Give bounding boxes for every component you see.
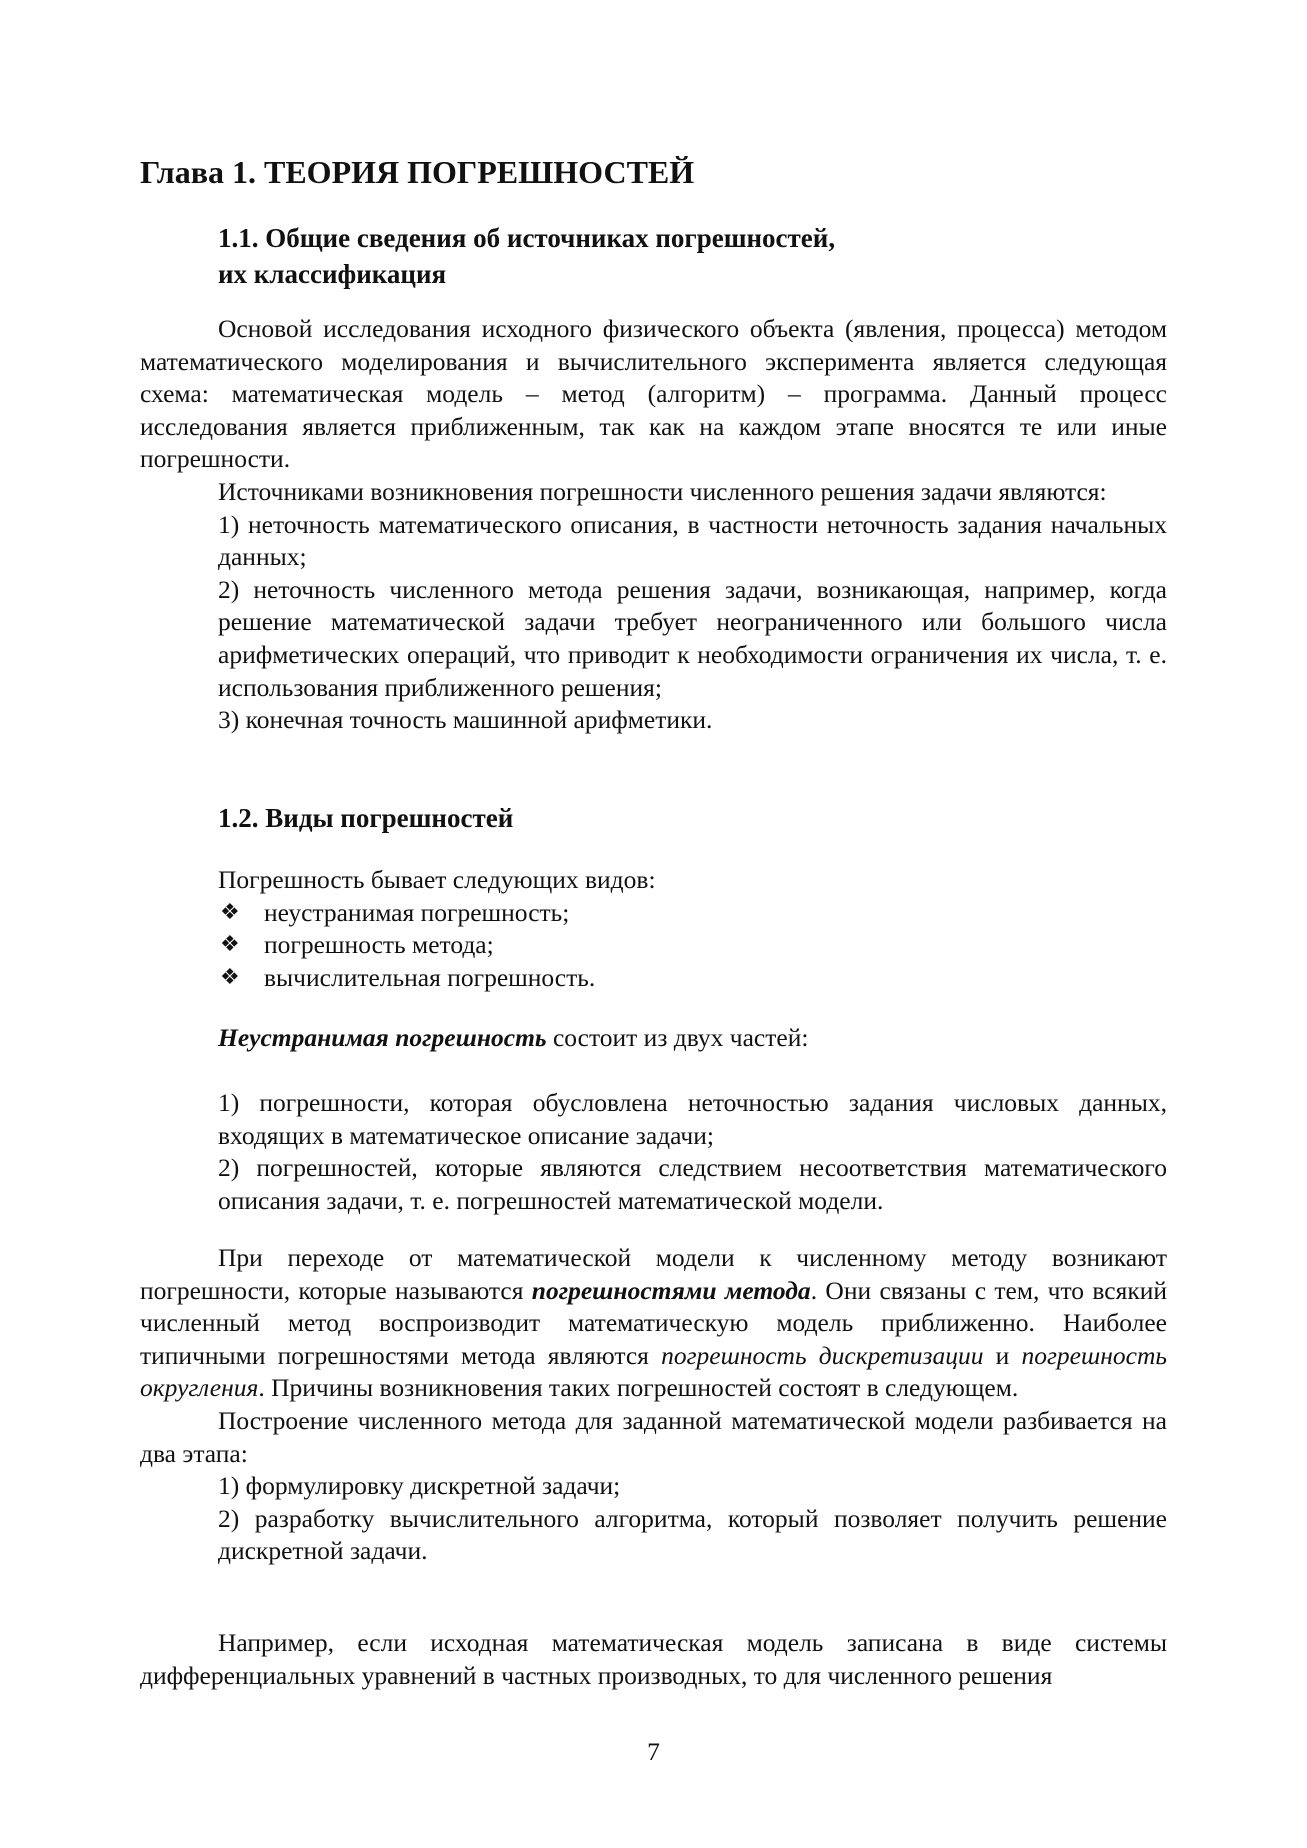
section-title-1-1-line2: их классификация <box>218 259 447 289</box>
diamond-bullet-icon: ❖ <box>220 932 240 958</box>
paragraph-types-intro: Погрешность бывает следующих видов: <box>218 865 656 894</box>
list-item <box>218 929 1167 962</box>
example-section <box>140 1627 1167 1692</box>
irreducible-rest: состоит из двух частей: <box>546 1023 809 1052</box>
list-item: 1) формулировку дискретной задачи; <box>218 1471 621 1501</box>
text-run: . Они связаны с тем, что всякий численный метод воспроизводит математическую модель приближенно. Наиболее типичными погрешностями метода являются <box>140 1275 1168 1370</box>
irreducible-items <box>140 1087 1167 1217</box>
diamond-bullet-icon: ❖ <box>220 899 240 925</box>
paragraph-construction: Построение численного метода для заданной математической модели разбивается на два этапа: <box>140 1405 1167 1468</box>
section-title-1-2: 1.2. Виды погрешностей <box>218 803 514 833</box>
list-item: 2) неточность численного метода решения задачи, возникающая, например, когда решение математической задачи требует неограниченного или большого числа арифметических операций, что приводит к необходимости ограничения их числа, т. е. использования приближенного решения; <box>218 574 1167 702</box>
section-1-2-intro <box>140 864 1167 994</box>
chapter-title: Глава 1. ТЕОРИЯ ПОГРЕШНОСТЕЙ <box>140 154 695 190</box>
paragraph-intro: Основой исследования исходного физического объекта (явления, процесса) методом математического моделирования и вычислительного эксперимента является следующая схема: математическая модель – метод (алгоритм) – программа. Данный процесс исследования является приближенным, так как на каждом этапе вносятся те или иные погрешности. <box>140 314 1167 474</box>
text-run: . Причины возникновения таких погрешностей состоят в следующем. <box>258 1373 1019 1403</box>
list-item: 2) погрешностей, которые являются следствием несоответствия математического описания задачи, т. е. погрешностей математической модели. <box>218 1153 1167 1215</box>
paragraph-example: Например, если исходная математическая модель записана в виде системы дифференциальных уравнений в частных производных, то для численного решения <box>140 1628 1167 1690</box>
term-discretization-error: погрешность дискретизации <box>661 1340 984 1370</box>
term-method-errors: погрешностями метода <box>531 1275 811 1305</box>
list-item <box>218 897 1167 930</box>
section-title-1-1 <box>218 220 835 292</box>
term-rounding-error: погрешность округления <box>140 1340 1167 1403</box>
paragraph-sources: Источниками возникновения погрешности численного решения задачи являются: <box>218 476 1107 506</box>
text-run: При переходе от математической модели к численному методу возникают погрешности, которые называются <box>140 1243 1167 1305</box>
term-irreducible-error: Неустранимая погрешность <box>218 1023 547 1052</box>
paragraph-method-errors <box>140 1242 1167 1405</box>
list-item <box>218 962 1167 995</box>
irreducible-paragraph <box>140 1022 1167 1055</box>
diamond-bullet-icon: ❖ <box>220 964 240 990</box>
document-page <box>140 0 1167 1848</box>
page-number: 7 <box>647 1737 660 1766</box>
error-types-list <box>140 897 1167 995</box>
method-errors-section <box>140 1242 1167 1568</box>
bullet-text: погрешность метода; <box>264 930 494 960</box>
bullet-text: вычислительная погрешность. <box>264 962 596 992</box>
list-item: 1) неточность математического описания, в частности неточность задания начальных данных; <box>218 509 1167 572</box>
text-run: и <box>983 1340 1022 1370</box>
section-title-1-1-line1: 1.1. Общие сведения об источниках погрешностей, <box>218 223 836 253</box>
list-item: 2) разработку вычислительного алгоритма, который позволяет получить решение дискретной задачи. <box>218 1503 1167 1566</box>
bullet-text: неустранимая погрешность; <box>264 897 570 927</box>
list-item: 3) конечная точность машинной арифметики. <box>218 705 713 735</box>
section-1-1-body <box>140 313 1167 737</box>
list-item: 1) погрешности, которая обусловлена неточностью задания числовых данных, входящих в математическое описание задачи; <box>218 1088 1167 1150</box>
